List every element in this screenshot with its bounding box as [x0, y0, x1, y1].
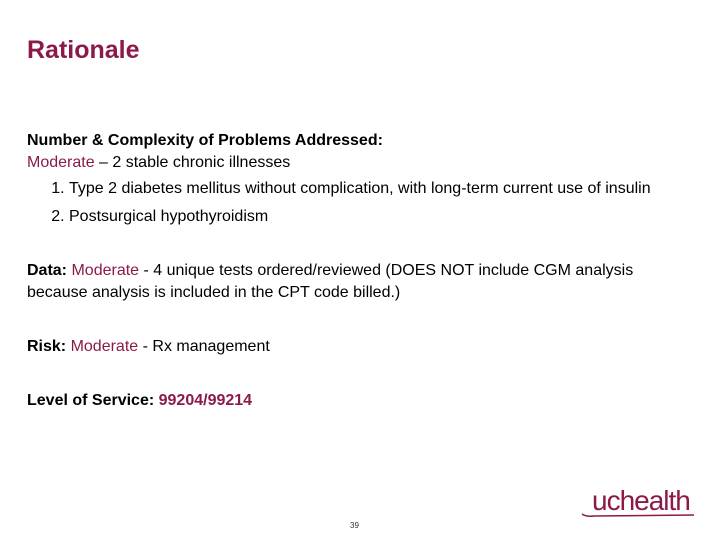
- service-label: Level of Service:: [27, 392, 155, 409]
- uchealth-logo: [580, 484, 700, 525]
- risk-level: Moderate: [70, 338, 139, 355]
- risk-text: - Rx management: [138, 338, 270, 355]
- logo-icon: [580, 484, 700, 520]
- list-item: 1. Type 2 diabetes mellitus without complication, with long-term current use of insulin: [69, 178, 687, 200]
- list-item: 2. Postsurgical hypothyroidism: [69, 206, 687, 228]
- problems-list: [27, 178, 687, 228]
- risk-section: [27, 336, 687, 358]
- problems-summary: [27, 152, 687, 174]
- svg-text:uchealth: uchealth: [592, 485, 690, 516]
- data-section: [27, 260, 687, 304]
- problems-heading: [27, 130, 687, 152]
- page-number: 39: [350, 521, 359, 530]
- service-value: 99204/99214: [158, 392, 253, 409]
- service-section: [27, 390, 687, 412]
- data-text: - 4 unique tests ordered/reviewed (DOES NOT include CGM analysis because analysis is included in the CPT code billed.): [27, 262, 634, 301]
- content: [27, 130, 687, 412]
- data-level: Moderate: [71, 262, 140, 279]
- risk-label: Risk:: [27, 338, 67, 355]
- problems-level: Moderate: [27, 154, 95, 171]
- page-title: Rationale: [27, 36, 140, 64]
- problems-heading-label: Number & Complexity of Problems Addressed:: [27, 132, 383, 149]
- problems-summary-text: – 2 stable chronic illnesses: [94, 154, 291, 171]
- data-label: Data:: [27, 262, 68, 279]
